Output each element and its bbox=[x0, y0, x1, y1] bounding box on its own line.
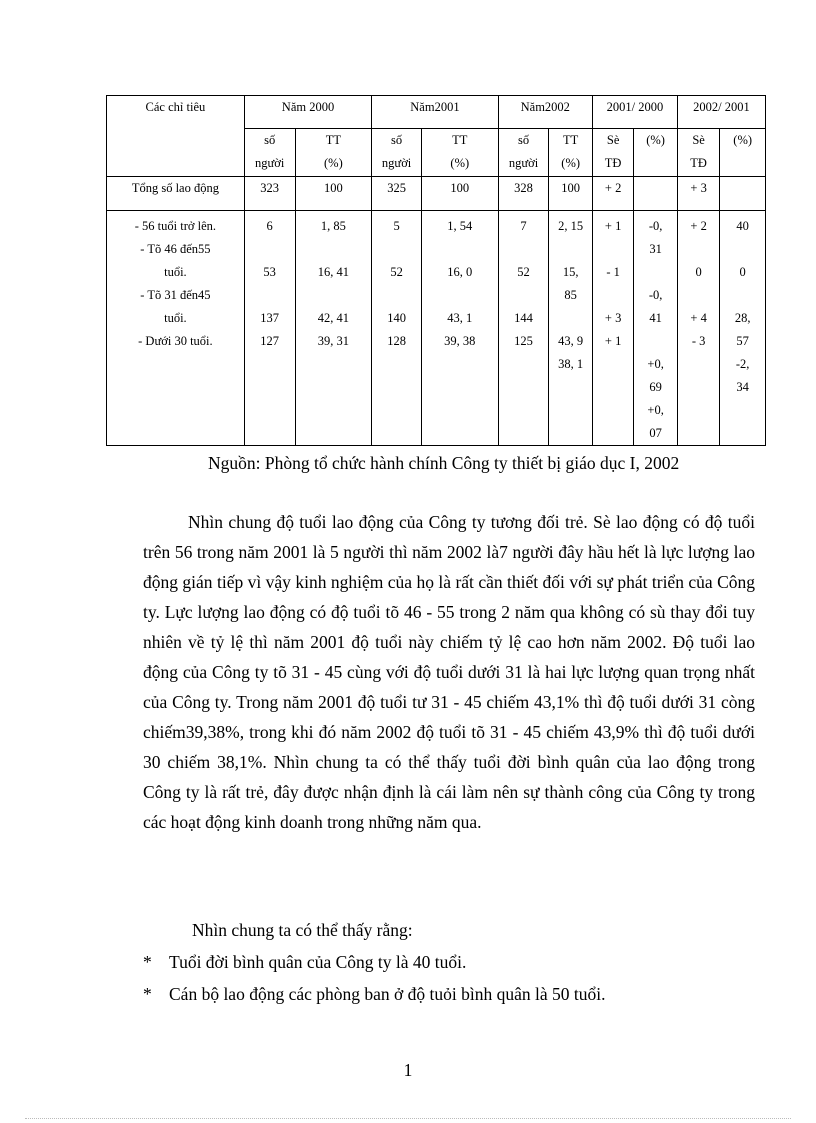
row-total-cell: + 2 bbox=[592, 177, 633, 211]
bullet-text: Cán bộ lao động các phòng ban ở độ tuỏi bình quân là 50 tuổi. bbox=[169, 984, 606, 1004]
subheader-so-nguoi-2002: số người bbox=[498, 129, 549, 177]
bullet-item bbox=[143, 952, 466, 973]
subheader-so-td-0201: Sè TĐ bbox=[677, 129, 719, 177]
subheader-pct-0201: (%) bbox=[720, 129, 766, 177]
page-bottom-divider bbox=[25, 1118, 791, 1119]
asterisk-icon: * bbox=[143, 952, 152, 972]
header-year-2000: Năm 2000 bbox=[244, 96, 371, 129]
row-groups-cell: 5 52 140 128 bbox=[372, 211, 422, 446]
labor-age-table bbox=[106, 95, 766, 446]
table-source-note: Nguồn: Phòng tổ chức hành chính Công ty thiết bị giáo dục I, 2002 bbox=[208, 453, 680, 473]
row-groups-cell: 6 53 137 127 bbox=[244, 211, 295, 446]
summary-intro: Nhìn chung ta có thể thấy rằng: bbox=[192, 920, 413, 940]
row-total-cell: 328 bbox=[498, 177, 549, 211]
subheader-so-nguoi-2001: số người bbox=[372, 129, 422, 177]
row-groups-cell: 40 0 28, 57 -2, 34 bbox=[720, 211, 766, 446]
row-total-label: Tổng số lao động bbox=[107, 177, 245, 211]
row-groups-cell: + 2 0 + 4 - 3 bbox=[677, 211, 719, 446]
row-groups-cell: 1, 54 16, 0 43, 1 39, 38 bbox=[421, 211, 498, 446]
row-total-cell: 100 bbox=[421, 177, 498, 211]
body-paragraph: Nhìn chung độ tuổi lao động của Công ty tương đối trẻ. Sè lao động có độ tuổi trên 56 trong năm 2001 là 5 người thì năm 2002 là7 người đây hầu hết là lực lượng lao động gián tiếp vì vậy kinh nghiệm của họ là rất cần thiết đối với sự phát triển của Công ty. Lực lượng lao động có độ tuổi tõ 46 - 55 trong 2 năm qua không có sù thay đổi tuy nhiên về tỷ lệ thì năm 2001 độ tuổi này chiếm tỷ lệ cao hơn năm 2002. Độ tuổi lao động của Công ty tõ 31 - 45 cùng với độ tuổi dưới 31 là hai lực lượng quan trọng nhất của Công ty. Trong năm 2001 độ tuổi tư 31 - 45 chiếm 43,1% thì độ tuổi dưới 31 còng chiếm39,38%, trong khi đó năm 2002 độ tuổi tõ 31 - 45 chiếm 43,9% thì độ tuổi dưới 30 chiếm 38,1%. Nhìn chung ta có thể thấy tuổi đời bình quân của lao động trong Công ty là rất trẻ, đây được nhận định là cái làm nên sự thành công của Công ty trong các hoạt động kinh doanh trong những năm qua. bbox=[143, 512, 755, 832]
row-groups-cell: + 1 - 1 + 3 + 1 bbox=[592, 211, 633, 446]
page-number: 1 bbox=[403, 1060, 413, 1080]
subheader-so-nguoi-2000: số người bbox=[244, 129, 295, 177]
header-year-2002: Năm2002 bbox=[498, 96, 592, 129]
subheader-tt-2000: TT (%) bbox=[295, 129, 372, 177]
subheader-tt-2001: TT (%) bbox=[421, 129, 498, 177]
row-groups-cell: -0, 31 -0, 41 +0, 69 +0, 07 bbox=[634, 211, 678, 446]
subheader-pct-0100: (%) bbox=[634, 129, 678, 177]
row-total-cell: 100 bbox=[295, 177, 372, 211]
subheader-so-td-0100: Sè TĐ bbox=[592, 129, 633, 177]
row-total-cell bbox=[720, 177, 766, 211]
bullet-text: Tuổi đời bình quân của Công ty là 40 tuổi. bbox=[169, 952, 467, 972]
row-total-cell: + 3 bbox=[677, 177, 719, 211]
row-total-cell: 325 bbox=[372, 177, 422, 211]
row-total-cell: 100 bbox=[549, 177, 593, 211]
header-2001-2000: 2001/ 2000 bbox=[592, 96, 677, 129]
row-groups-cell: 2, 15 15, 85 43, 9 38, 1 bbox=[549, 211, 593, 446]
header-2002-2001: 2002/ 2001 bbox=[677, 96, 765, 129]
bullet-item bbox=[143, 984, 605, 1005]
row-total-cell: 323 bbox=[244, 177, 295, 211]
row-total-cell bbox=[634, 177, 678, 211]
row-groups-cell: 1, 85 16, 41 42, 41 39, 31 bbox=[295, 211, 372, 446]
subheader-tt-2002: TT (%) bbox=[549, 129, 593, 177]
header-year-2001: Năm2001 bbox=[372, 96, 498, 129]
row-groups-cell: 7 52 144 125 bbox=[498, 211, 549, 446]
asterisk-icon: * bbox=[143, 984, 152, 1004]
header-cac-chi-tieu: Các chỉ tiêu bbox=[107, 96, 245, 177]
row-groups-labels: - 56 tuổi trở lên. - Tõ 46 đến55 tuổi. - Tõ 31 đến45 tuổi. - Dưới 30 tuổi. bbox=[107, 211, 245, 446]
